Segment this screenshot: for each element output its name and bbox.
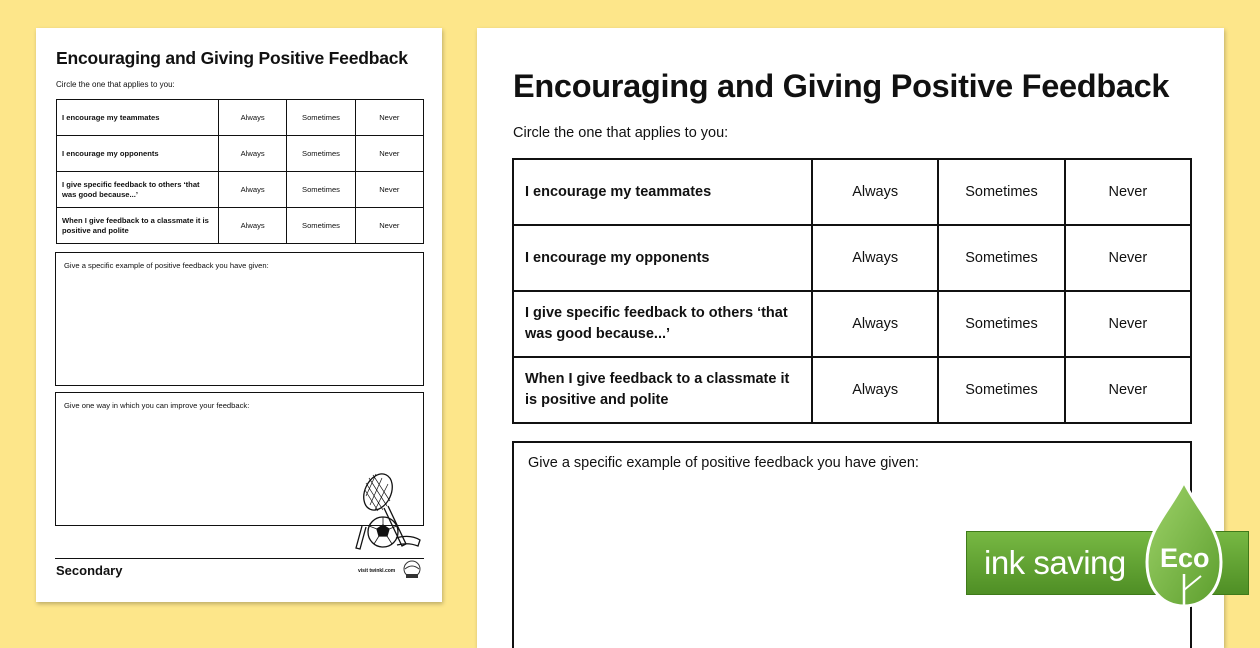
statement-cell: I encourage my opponents — [57, 136, 219, 172]
option-always[interactable]: Always — [219, 136, 287, 172]
option-always[interactable]: Always — [812, 357, 938, 423]
table-row — [57, 100, 424, 136]
survey-table — [512, 158, 1192, 424]
table-row — [57, 208, 424, 244]
statement-cell: I give specific feedback to others ‘that was good because...’ — [513, 291, 812, 357]
example-prompt: Give a specific example of positive feedback you have given: — [64, 261, 269, 270]
option-sometimes[interactable]: Sometimes — [287, 100, 355, 136]
statement-cell: I encourage my opponents — [513, 225, 812, 291]
option-never[interactable]: Never — [355, 100, 423, 136]
small-sheet-instruction: Circle the one that applies to you: — [56, 80, 175, 89]
option-never[interactable]: Never — [1065, 159, 1191, 225]
statement-cell: I encourage my teammates — [513, 159, 812, 225]
eco-label: Eco — [1160, 543, 1210, 573]
option-always[interactable]: Always — [812, 159, 938, 225]
twinkl-logo-icon — [400, 560, 424, 580]
option-sometimes[interactable]: Sometimes — [938, 357, 1064, 423]
worksheet-preview-small — [36, 28, 442, 602]
option-never[interactable]: Never — [1065, 357, 1191, 423]
improve-prompt: Give one way in which you can improve your feedback: — [64, 401, 250, 410]
table-row — [57, 136, 424, 172]
option-always[interactable]: Always — [812, 225, 938, 291]
page-title: Encouraging and Giving Positive Feedback — [513, 68, 1170, 104]
instruction-text: Circle the one that applies to you: — [513, 125, 729, 141]
option-always[interactable]: Always — [812, 291, 938, 357]
table-row — [513, 159, 1191, 225]
option-always[interactable]: Always — [219, 100, 287, 136]
option-always[interactable]: Always — [219, 172, 287, 208]
sports-equipment-icon — [352, 470, 424, 554]
example-answer-box-small[interactable] — [55, 252, 424, 386]
table-row — [513, 291, 1191, 357]
footer-divider — [55, 558, 424, 559]
table-row — [513, 357, 1191, 423]
statement-cell: I encourage my teammates — [57, 100, 219, 136]
option-never[interactable]: Never — [355, 172, 423, 208]
option-sometimes[interactable]: Sometimes — [938, 291, 1064, 357]
option-never[interactable]: Never — [355, 208, 423, 244]
option-sometimes[interactable]: Sometimes — [938, 159, 1064, 225]
option-sometimes[interactable]: Sometimes — [938, 225, 1064, 291]
statement-cell: When I give feedback to a classmate it is positive and polite — [513, 357, 812, 423]
option-never[interactable]: Never — [355, 136, 423, 172]
option-sometimes[interactable]: Sometimes — [287, 136, 355, 172]
ink-saving-label: ink saving — [984, 544, 1126, 581]
example-prompt: Give a specific example of positive feedback you have given: — [528, 455, 919, 471]
small-sheet-title: Encouraging and Giving Positive Feedback — [56, 48, 408, 68]
option-sometimes[interactable]: Sometimes — [287, 172, 355, 208]
footer-url: visit twinkl.com — [358, 568, 396, 574]
level-label: Secondary — [56, 563, 123, 578]
table-row — [57, 172, 424, 208]
small-survey-table — [56, 99, 424, 244]
option-never[interactable]: Never — [1065, 225, 1191, 291]
statement-cell: When I give feedback to a classmate it is positive and polite — [57, 208, 219, 244]
option-sometimes[interactable]: Sometimes — [287, 208, 355, 244]
option-never[interactable]: Never — [1065, 291, 1191, 357]
statement-cell: I give specific feedback to others ‘that was good because...’ — [57, 172, 219, 208]
option-always[interactable]: Always — [219, 208, 287, 244]
table-row — [513, 225, 1191, 291]
